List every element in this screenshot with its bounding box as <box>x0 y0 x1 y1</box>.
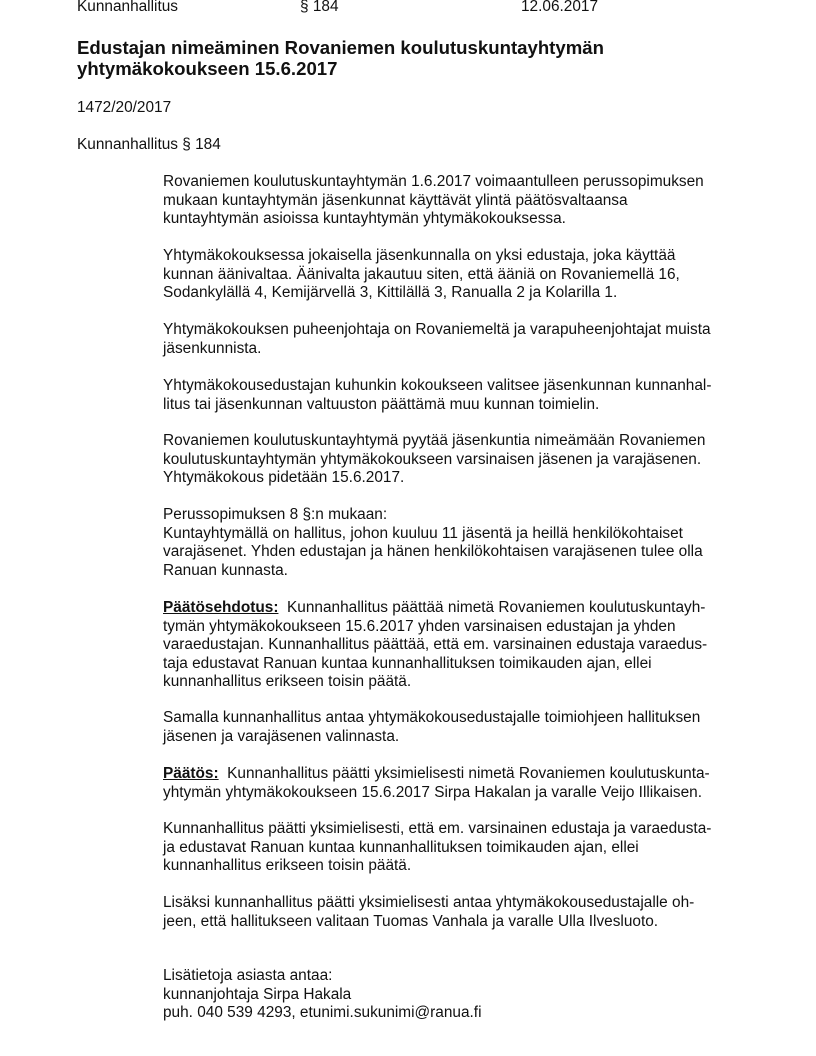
text-line: Kuntayhtymällä on hallitus, johon kuuluu 11 jäsentä ja heillä henkilökohtaiset <box>163 524 683 542</box>
header-date: 12.06.2017 <box>521 0 599 15</box>
paragraph-instruction <box>163 709 700 746</box>
text-line: mukaan kuntayhtymän jäsenkunnat käyttävät ylintä päätösvaltaansa <box>163 191 628 209</box>
header-organ: Kunnanhallitus <box>77 0 178 15</box>
text-line: jeen, että hallitukseen valitaan Tuomas Vanhala ja varalle Ulla Ilvesluoto. <box>163 912 659 930</box>
title-line: yhtymäkokoukseen 15.6.2017 <box>77 58 338 79</box>
text-line: varajäsenet. Yhden edustajan ja hänen henkilökohtaisen varajäsenen tulee olla <box>163 543 703 561</box>
text-line: Sodankylällä 4, Kemijärvellä 3, Kittilällä 3, Ranualla 2 ja Kolarilla 1. <box>163 284 618 302</box>
text-line: kuntayhtymän asioissa kuntayhtymän yhtymäkokouksessa. <box>163 210 566 228</box>
text-line: Rovaniemen koulutuskuntayhtymä pyytää jäsenkuntia nimeämään Rovaniemen <box>163 432 706 449</box>
document-title <box>77 37 777 79</box>
text-line: koulutuskuntayhtymän yhtymäkokoukseen varsinaisen jäsenen ja varajäsenen. <box>163 450 702 468</box>
text-line: kunnanhallitus erikseen toisin päätä. <box>163 857 412 875</box>
title-line: Edustajan nimeäminen Rovaniemen koulutuskuntayhtymän <box>77 37 604 58</box>
text-line: Rovaniemen koulutuskuntayhtymän 1.6.2017 voimaantulleen perussopimuksen <box>163 173 704 190</box>
contact-line: Lisätietoja asiasta antaa: <box>163 967 333 984</box>
contact-line: kunnanjohtaja Sirpa Hakala <box>163 985 352 1003</box>
text-line: Ranuan kunnasta. <box>163 561 288 579</box>
text-line <box>163 765 710 784</box>
text-line: ja edustavat Ranuan kuntaa kunnanhallituksen toimikauden ajan, ellei <box>163 838 639 856</box>
paragraph-decision-term <box>163 820 711 876</box>
diary-number: 1472/20/2017 <box>77 99 172 116</box>
text-span: Kunnanhallitus päätti yksimielisesti nimetä Rovaniemen koulutuskunta- <box>227 765 710 782</box>
text-line: taja edustavat Ranuan kuntaa kunnanhallituksen toimikauden ajan, ellei <box>163 654 652 672</box>
contact-info <box>163 967 482 1023</box>
text-line: kunnan äänivaltaa. Äänivalta jakautuu siten, että ääniä on Rovaniemellä 16, <box>163 265 680 283</box>
paragraph-decision <box>163 765 710 802</box>
text-line: Yhtymäkokouksen puheenjohtaja on Rovaniemeltä ja varapuheenjohtajat muista <box>163 321 711 338</box>
text-line: Kunnanhallitus päätti yksimielisesti, että em. varsinainen edustaja ja varaedusta- <box>163 820 712 837</box>
decision-label: Päätös: <box>163 765 219 782</box>
paragraph-selection <box>163 377 711 414</box>
text-line: varaedustajan. Kunnanhallitus päättää, että em. varsinainen edustaja varaedus- <box>163 636 708 654</box>
text-line: jäsenkunnista. <box>163 339 262 357</box>
text-line: Lisäksi kunnanhallitus päätti yksimielisesti antaa yhtymäkokousedustajalle oh- <box>163 894 695 911</box>
header-section: § 184 <box>300 0 339 15</box>
paragraph-agreement <box>163 506 703 580</box>
contact-line: puh. 040 539 4293, etunimi.sukunimi@ranua.fi <box>163 1004 482 1022</box>
text-span: Kunnanhallitus päättää nimetä Rovaniemen koulutuskuntayh- <box>287 599 706 616</box>
text-line <box>163 599 707 618</box>
text-line: jäsenen ja varajäsenen valinnasta. <box>163 727 400 745</box>
paragraph-chair <box>163 321 711 358</box>
text-line: kunnanhallitus erikseen toisin päätä. <box>163 673 412 691</box>
paragraph-voting <box>163 247 680 303</box>
paragraph-proposal <box>163 599 707 692</box>
text-line: litus tai jäsenkunnan valtuuston päättämä muu kunnan toimielin. <box>163 395 600 413</box>
text-line: Yhtymäkokouksessa jokaisella jäsenkunnalla on yksi edustaja, joka käyttää <box>163 247 676 264</box>
text-line: Yhtymäkokousedustajan kuhunkin kokoukseen valitsee jäsenkunnan kunnanhal- <box>163 377 712 394</box>
text-line: Yhtymäkokous pidetään 15.6.2017. <box>163 469 405 487</box>
text-line: Samalla kunnanhallitus antaa yhtymäkokousedustajalle toimiohjeen hallituksen <box>163 709 701 726</box>
section-reference: Kunnanhallitus § 184 <box>77 136 221 153</box>
text-line: tymän yhtymäkokoukseen 15.6.2017 yhden varsinaisen edustajan ja yhden <box>163 617 676 635</box>
paragraph-decision-board <box>163 894 694 931</box>
proposal-label: Päätösehdotus: <box>163 599 279 616</box>
text-line: yhtymän yhtymäkokoukseen 15.6.2017 Sirpa Hakalan ja varalle Veijo Illikaisen. <box>163 783 702 801</box>
paragraph-background <box>163 173 704 229</box>
paragraph-request <box>163 432 705 488</box>
text-line: Perussopimuksen 8 §:n mukaan: <box>163 506 388 523</box>
